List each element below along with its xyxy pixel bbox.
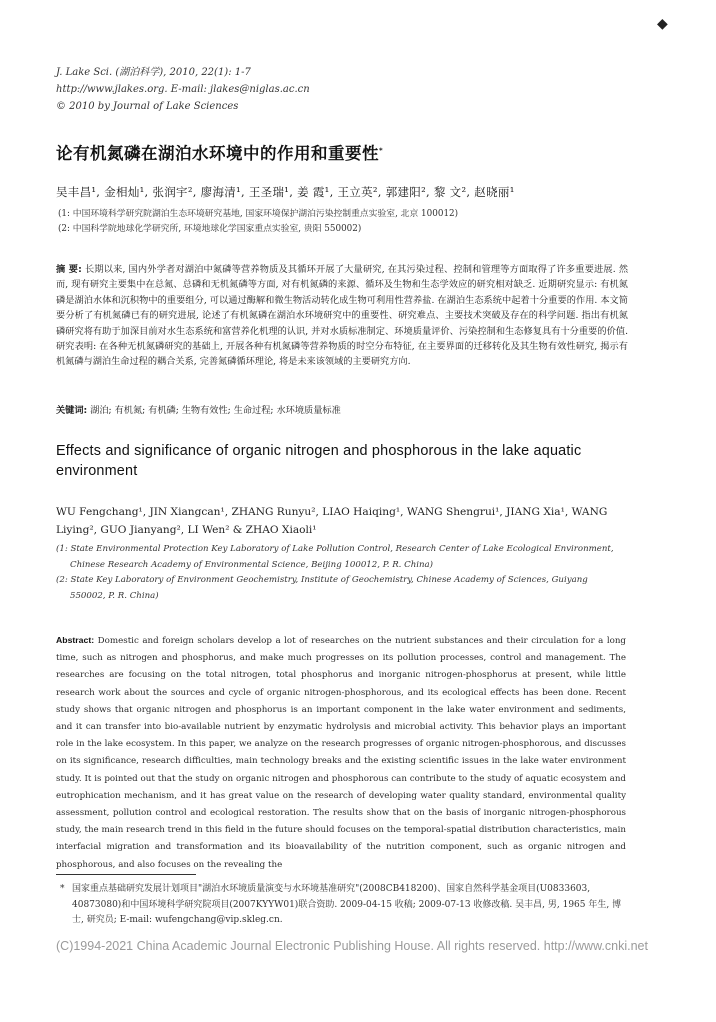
english-affiliations [56,542,634,604]
english-title: Effects and significance of organic nitrogen and phosphorous in the lake aquatic environment [56,443,582,479]
english-affiliation-2 [56,573,634,604]
journal-citation: J. Lake Sci. (湖泊科学), 2010, 22(1): 1-7 [56,67,251,78]
chinese-abstract [56,262,628,370]
journal-web-line[interactable]: http://www.jlakes.org. E-mail: jlakes@niglas.ac.cn [56,84,310,95]
chinese-affiliation-1: (1: 中国环境科学研究院湖泊生态环境研究基地, 国家环境保护湖泊污染控制重点实验室, 北京 100012) [58,209,459,219]
english-affiliation-1 [56,542,634,573]
english-affiliation-1-line-1: (1: State Environmental Protection Key Laboratory of Lake Pollution Control, Research Center of Lake Ecological Environment, [56,544,614,554]
chinese-title [56,140,383,164]
english-abstract-text: Domestic and foreign scholars develop a lot of researches on the nutrient substances and their circulation for a long time, such as nitrogen and phosphorus, and make much progresses on its pollution processes, control and management. The researches are focusing on the total nitrogen, total phosphorus and inorganic nitrogen-phosphorus at present, while little research work about the sources and cycle of organic nitrogen-phosphorous, and its ecological effects has been done. Recent study shows that organic nitrogen and phosphorus is an important component in the lake water environment and sediments, and it can transfer into bio-available nutrient by enzymatic hydrolysis and microbial activity. This behavior plays an important role in the lake ecosystem. In this paper, we analyze on the research progresses of organic nitrogen-phosphorous, and discusses on its significance, research difficulties, main technology breaks and the existing scientific issues in the lake water environment study. It is pointed out that the study on organic nitrogen and phosphorous can contribute to the study of aquatic ecosystem and eutrophication mechanism, and it has great value on the research of developing water quality standard, environmental quality assessment, pollution control and ecological restoration. The results show that on the basis of inorganic nitrogen-phosphorous study, the main research trend in this field in the future should focuses on the temporal-spatial distribution characteristics, main interfacial migration and transformation and its bioavailability of the nutrition component, such as organic nitrogen and phosphorous, and also focuses on the revealing the [56,636,626,870]
chinese-affiliations [58,207,458,237]
chinese-keywords [56,402,341,416]
english-affiliation-2-line-1: (2: State Key Laboratory of Environment Geochemistry, Institute of Geochemistry, Chinese Academy of Sciences, Guiyang [56,575,588,585]
footnote-divider [56,874,196,875]
chinese-title-text: 论有机氮磷在湖泊水环境中的作用和重要性 [56,144,379,163]
footnote-mark: * [60,884,65,894]
chinese-keywords-label: 关键词: [56,405,88,416]
english-abstract [56,632,626,874]
page-corner-mark: ◆ [657,16,668,32]
title-footnote-mark: * [379,146,384,155]
chinese-affiliation-2: (2: 中国科学院地球化学研究所, 环境地球化学国家重点实验室, 贵阳 550002) [58,224,362,234]
journal-header [56,64,656,115]
journal-copyright: © 2010 by Journal of Lake Sciences [56,101,239,112]
chinese-abstract-text: 长期以来, 国内外学者对湖泊中氮磷等营养物质及其循环开展了大量研究, 在其污染过程、控制和管理等方面取得了许多重要进展. 然而, 现有研究主要集中在总氮、总磷和无机氮磷等方面, 对有机氮磷的来源、循环及生物和生态学效应的研究相对缺乏. 近期研究显示: 有机氮磷是湖泊水体和沉积物中的重要组分, 可以通过酶解和微生物活动转化成生物可利用性营养盐. 在湖泊生态系统中起着十分重要的作用. 本文简要分析了有机氮磷已有的研究进展, 论述了有机氮磷在湖泊水环境研究中的重要性、研究难点、主要技术突破及存在的科学问题. 指出有机氮磷研究将有助于加深目前对水生态系统和富营养化机理的认识, 并对水质标准制定、环境质量评价、污染控制和生态修复具有十分重要的价值. 研究表明: 在各种无机氮磷研究的基础上, 开展各种有机氮磷等营养物质的时空分布特征, 在主要界面的迁移转化及其生物有效性研究, 揭示有机氮磷与湖泊生命过程的耦合关系, 完善氮磷循环理论, 将是未来该领域的主要研究方向. [56,264,629,368]
chinese-authors: 吴丰昌¹, 金相灿¹, 张润宇², 廖海清¹, 王圣瑞¹, 姜 霞¹, 王立英², 郭建阳², 黎 文², 赵晓丽¹ [56,185,515,199]
english-abstract-label: Abstract: [56,635,95,645]
cnki-copyright-watermark: (C)1994-2021 China Academic Journal Electronic Publishing House. All rights reserved. http://www.cnki.net [56,939,648,953]
chinese-keywords-text: 湖泊; 有机氮; 有机磷; 生物有效性; 生命过程; 水环境质量标准 [90,405,341,416]
footnote-text: 国家重点基础研究发展计划项目"湖泊水环境质量演变与水环境基准研究"(2008CB418200)、国家自然科学基金项目(U0833603, 40873080)和中国环境科学研究院项目(2007KYYW01)联合资助. 2009-04-15 收稿; 2009-07-13 收修改稿. 吴丰昌, 男, 1965 年生, 博士, 研究员; E-mail: wufengchang@vip.skleg.cn. [72,884,622,925]
funding-footnote [60,882,632,929]
english-authors: WU Fengchang¹, JIN Xiangcan¹, ZHANG Runyu², LIAO Haiqing¹, WANG Shengrui¹, JIANG Xia¹, WANG Liying², GUO Jianyang², LI Wen² & ZHAO Xiaoli¹ [56,506,608,536]
english-affiliation-2-line-2: 550002, P. R. China) [70,590,159,601]
english-affiliation-1-line-2: Chinese Research Academy of Environmental Science, Beijing 100012, P. R. China) [70,559,434,570]
chinese-abstract-label: 摘 要: [56,264,82,275]
